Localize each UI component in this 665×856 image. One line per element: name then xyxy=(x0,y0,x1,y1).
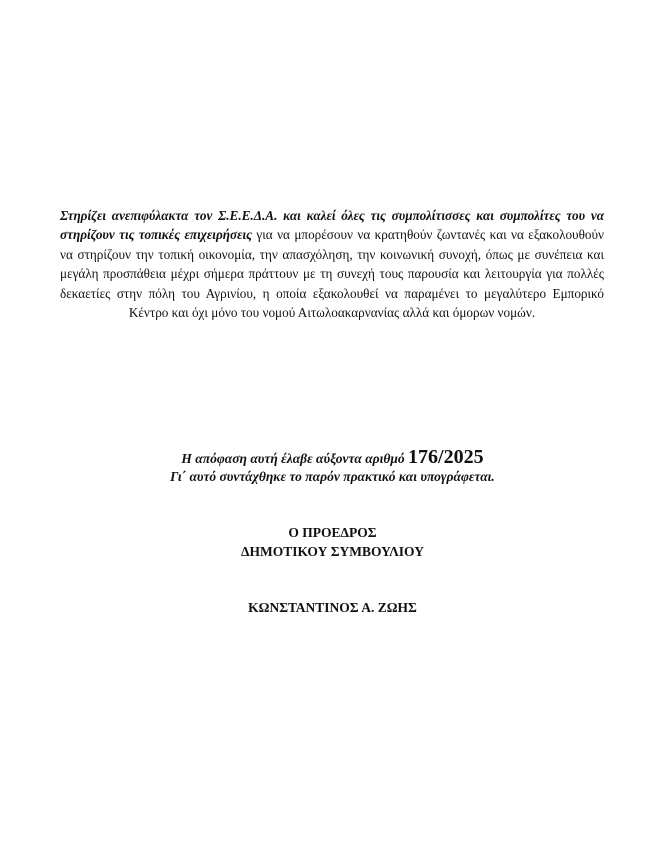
signatory-title-line2: ΔΗΜΟΤΙΚΟΥ ΣΥΜΒΟΥΛΙΟΥ xyxy=(241,544,424,559)
signatory-name: ΚΩΝΣΤΑΝΤΙΝΟΣ Α. ΖΩΗΣ xyxy=(248,600,417,615)
paragraph-regular-text: για να μπορέσουν να κρατηθούν ζωντανές και να εξακολουθούν να στηρίζουν την τοπική οικονομία, την απασχόληση, την κοινωνική συνοχή, όπως με συνέπεια και μεγάλη προσπάθεια μέχρι σήμερα πράττουν με τη συνεχή τους παρουσία και λειτουργία για πολλές δεκαετίες στην πόλη του Αγρινίου, η οποία εξακολουθεί να παραμένει το μεγαλύτερο Εμπορικό Κέντρο και όχι μόνο του νομού Αιτωλοακαρνανίας αλλά και όμορων νομών. xyxy=(60,227,604,321)
decision-closing-line: Γι΄ αυτό συντάχθηκε το παρόν πρακτικό και υπογράφεται. xyxy=(170,469,495,484)
decision-prefix: Η απόφαση αυτή έλαβε αύξοντα αριθμό xyxy=(181,451,409,466)
decision-number: 176/2025 xyxy=(408,446,484,468)
decision-number-line xyxy=(0,446,665,469)
paragraph-bold-text: Στηρίζει ανεπιφύλακτα τον Σ.Ε.Ε.Δ.Α. και καλεί όλες τις συμπολίτισσες και συμπολίτες του να στηρίζουν τις τοπικές επιχειρήσεις xyxy=(60,208,604,243)
body-paragraph xyxy=(60,206,604,322)
signatory-title-line1: Ο ΠΡΟΕΔΡΟΣ xyxy=(288,525,377,540)
